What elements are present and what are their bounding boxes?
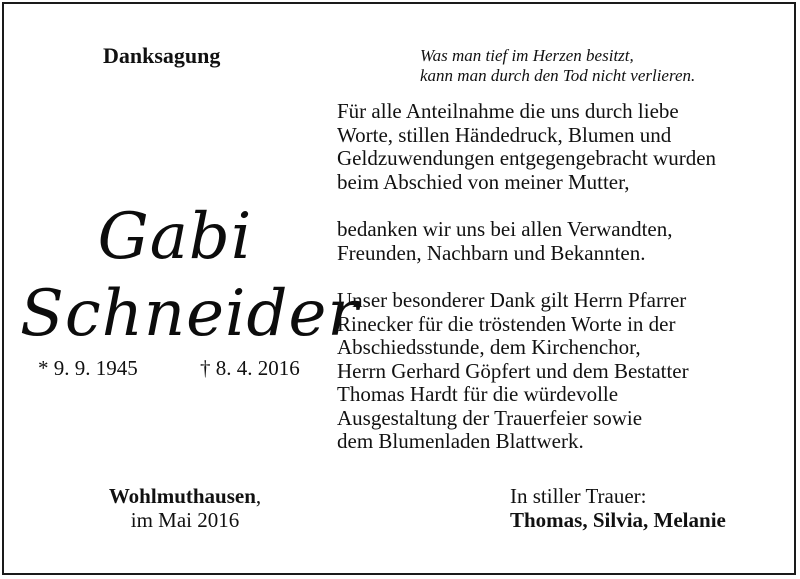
text-line: beim Abschied von meiner Mutter, [337,169,630,194]
motto-line: kann man durch den Tod nicht verlieren. [420,66,696,85]
text-line: Thomas Hardt für die würdevolle [337,382,619,406]
town-comma: , [255,484,262,508]
notice-heading: Danksagung [103,43,221,68]
deceased-first-name: Gabi [97,200,253,274]
text-line: Ausgestaltung der Trauerfeier sowie [337,405,643,430]
text-line: Herrn Gerhard Göpfert und dem Bestatter [337,358,689,383]
mourners-block [510,484,726,532]
text-line: Abschiedsstunde, dem Kirchenchor, [337,335,641,359]
motto-line: Was man tief im Herzen besitzt, [420,46,634,65]
thanks-paragraph [337,100,787,194]
birth-date: * 9. 9. 1945 [38,356,138,380]
text-line: Freunden, Nachbarn und Bekannten. [337,240,646,265]
text-line: Rinecker für die tröstenden Worte in der [337,311,676,336]
text-line: dem Blumenladen Blattwerk. [337,429,584,453]
text-line: Geldzuwendungen entgegengebracht wurden [337,146,717,170]
mourning-intro: In stiller Trauer: [510,484,647,508]
text-line: Worte, stillen Händedruck, Blumen und [337,122,672,147]
death-date: † 8. 4. 2016 [200,356,300,380]
motto-quote [420,46,695,86]
text-line: bedanken wir uns bei allen Verwandten, [337,217,673,241]
deceased-last-name: Schneider [20,277,359,351]
notice-date: im Mai 2016 [130,508,240,532]
mourner-names: Thomas, Silvia, Melanie [510,508,726,532]
thanks-paragraph [337,289,787,454]
text-line: Für alle Anteilnahme die uns durch liebe [337,99,679,123]
thanks-text [337,100,787,454]
town-name: Wohlmuthausen [108,484,256,508]
thanks-paragraph [337,218,787,265]
place-and-date [90,484,280,532]
text-line: Unser besonderer Dank gilt Herrn Pfarrer [337,288,687,312]
place-line [90,484,280,508]
